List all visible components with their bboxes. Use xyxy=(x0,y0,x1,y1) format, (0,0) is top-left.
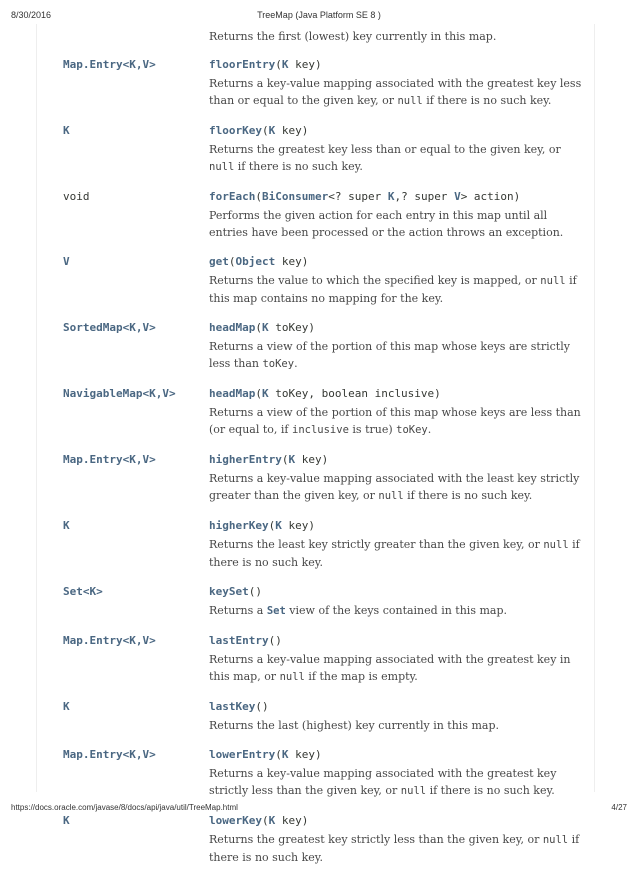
method-row xyxy=(63,319,583,385)
signature-text: toKey, boolean inclusive) xyxy=(268,387,441,400)
type-link[interactable]: BiConsumer xyxy=(261,190,329,203)
signature-text: key) xyxy=(281,519,315,532)
method-name-link[interactable]: lastKey xyxy=(209,700,256,713)
method-signature xyxy=(209,253,583,270)
method-description xyxy=(209,141,583,176)
description-text: if there is no such key. xyxy=(422,94,552,107)
method-description xyxy=(209,75,583,110)
method-cell xyxy=(209,746,583,800)
signature-text: () xyxy=(255,700,269,713)
description-text: Returns a view of the portion of this map whose keys are less than (or equal to, if xyxy=(209,406,581,436)
method-cell xyxy=(209,319,583,373)
method-name-link[interactable]: higherKey xyxy=(209,519,269,532)
method-signature xyxy=(209,188,583,205)
description-text: Returns a key-value mapping associated with the greatest key less than or equal to the given key, or xyxy=(209,77,582,107)
inline-code: null xyxy=(209,161,235,173)
return-type[interactable]: NavigableMap<K,V> xyxy=(63,387,176,400)
method-description xyxy=(209,404,583,439)
page-number: 4/27 xyxy=(611,803,627,812)
method-signature xyxy=(209,56,583,73)
return-type[interactable]: Map.Entry<K,V> xyxy=(63,748,156,761)
description-text: Performs the given action for each entry in this map until all entries have been processed or the action throws an exception. xyxy=(209,209,564,239)
inline-code: toKey xyxy=(396,424,428,436)
method-cell xyxy=(209,698,583,734)
inline-code: null xyxy=(543,539,569,551)
description-text: Returns the first (lowest) key currently in this map. xyxy=(209,30,497,43)
method-summary-table xyxy=(63,28,583,878)
description-text: Returns the value to which the specified key is mapped, or xyxy=(209,274,541,287)
method-cell xyxy=(209,56,583,110)
signature-text: ( xyxy=(261,124,269,137)
return-type: void xyxy=(63,190,90,203)
type-link[interactable]: K xyxy=(261,387,269,400)
description-text: Returns the greatest key less than or equal to the given key, or xyxy=(209,143,561,156)
description-text: if the map is empty. xyxy=(304,670,418,683)
page-frame-left xyxy=(36,24,37,792)
return-type[interactable]: K xyxy=(63,700,70,713)
inline-code: null xyxy=(400,785,427,797)
signature-text: ( xyxy=(255,387,262,400)
method-row xyxy=(63,698,583,746)
method-signature xyxy=(209,812,583,829)
method-cell xyxy=(209,28,583,45)
method-row xyxy=(63,583,583,632)
description-text: Returns the least key strictly greater than the given key, or xyxy=(209,538,544,551)
method-name-link[interactable]: floorEntry xyxy=(209,58,276,71)
method-cell xyxy=(209,188,583,241)
description-text: is true) xyxy=(348,423,397,436)
signature-text: ( xyxy=(228,255,236,268)
type-link[interactable]: K xyxy=(268,814,276,827)
description-text: if there is no such key. xyxy=(209,833,580,864)
method-cell xyxy=(209,253,583,307)
method-name-link[interactable]: floorKey xyxy=(209,124,262,137)
page-frame-right xyxy=(594,24,595,792)
footer-url: https://docs.oracle.com/javase/8/docs/api/java/util/TreeMap.html xyxy=(11,803,238,812)
method-description xyxy=(209,470,583,505)
method-row xyxy=(63,28,583,56)
signature-text: ( xyxy=(275,58,282,71)
description-text: if there is no such key. xyxy=(234,160,363,173)
type-link[interactable]: K xyxy=(387,190,395,203)
description-text: if there is no such key. xyxy=(209,538,580,569)
method-name-link[interactable]: lastEntry xyxy=(209,634,269,647)
inline-code: inclusive xyxy=(292,424,349,436)
method-name-link[interactable]: get xyxy=(209,255,229,268)
signature-text: ( xyxy=(281,453,289,466)
description-text: if there is no such key. xyxy=(403,489,533,502)
signature-text: key) xyxy=(288,748,322,761)
method-cell xyxy=(209,385,583,439)
return-type[interactable]: K xyxy=(63,124,70,137)
method-signature xyxy=(209,517,583,534)
method-description xyxy=(209,536,583,571)
signature-text: ( xyxy=(275,748,282,761)
signature-text: <? super xyxy=(328,190,388,203)
signature-text: key) xyxy=(275,255,309,268)
description-text: Returns the last (highest) key currently in this map. xyxy=(209,719,499,732)
method-description xyxy=(209,831,583,866)
inline-code: null xyxy=(378,490,404,502)
method-cell xyxy=(209,632,583,686)
inline-code: null xyxy=(540,275,566,287)
method-name-link[interactable]: headMap xyxy=(209,321,256,334)
method-description xyxy=(209,602,583,620)
method-row xyxy=(63,517,583,583)
signature-text: key) xyxy=(275,814,309,827)
method-name-link[interactable]: lowerEntry xyxy=(209,748,276,761)
type-link[interactable]: K xyxy=(275,519,282,532)
return-type[interactable]: Map.Entry<K,V> xyxy=(63,58,156,71)
method-signature xyxy=(209,385,583,402)
method-signature xyxy=(209,583,583,600)
signature-text: ,? super xyxy=(394,190,455,203)
description-text: view of the keys contained in this map. xyxy=(285,604,507,617)
method-signature xyxy=(209,698,583,715)
page-title: TreeMap (Java Platform SE 8 ) xyxy=(257,10,381,20)
description-text: Returns a xyxy=(209,604,267,617)
type-link[interactable]: K xyxy=(281,748,289,761)
method-cell xyxy=(209,583,583,620)
signature-text: () xyxy=(268,634,282,647)
description-text: if this map contains no mapping for the key. xyxy=(209,274,577,305)
signature-text: ( xyxy=(268,519,276,532)
method-description xyxy=(209,28,583,45)
description-text: Returns a key-value mapping associated with the greatest key strictly less than the given key, or xyxy=(209,767,557,797)
method-row xyxy=(63,451,583,517)
method-cell xyxy=(209,122,583,176)
description-text: Returns a key-value mapping associated with the least key strictly greater than the given key, or xyxy=(209,472,580,502)
return-type[interactable]: Map.Entry<K,V> xyxy=(63,634,156,647)
type-link[interactable]: Object xyxy=(235,255,276,268)
type-link[interactable]: K xyxy=(261,321,269,334)
method-signature xyxy=(209,319,583,336)
description-text: if there is no such key. xyxy=(426,784,555,797)
method-name-link[interactable]: lowerKey xyxy=(209,814,262,827)
method-description xyxy=(209,338,583,373)
inline-code: null xyxy=(397,95,423,107)
signature-text: ( xyxy=(255,321,262,334)
description-text: . xyxy=(427,423,432,436)
signature-text: ( xyxy=(261,814,269,827)
inline-code: null xyxy=(279,671,305,683)
signature-text: () xyxy=(248,585,262,598)
method-cell xyxy=(209,517,583,571)
return-type[interactable]: Map.Entry<K,V> xyxy=(63,453,156,466)
signature-text: key) xyxy=(275,124,309,137)
type-link[interactable]: K xyxy=(288,453,296,466)
method-name-link[interactable]: forEach xyxy=(209,190,256,203)
method-description xyxy=(209,765,583,800)
method-description xyxy=(209,651,583,686)
signature-text: toKey) xyxy=(268,321,315,334)
inline-code: null xyxy=(542,834,569,846)
type-link[interactable]: K xyxy=(268,124,276,137)
return-type[interactable]: Set<K> xyxy=(63,585,103,598)
method-signature xyxy=(209,451,583,468)
return-type[interactable]: K xyxy=(63,814,70,827)
type-link[interactable]: K xyxy=(281,58,289,71)
description-text: . xyxy=(294,357,298,370)
method-row xyxy=(63,253,583,319)
signature-text: > action) xyxy=(460,190,521,203)
method-row xyxy=(63,812,583,878)
method-name-link[interactable]: keySet xyxy=(209,585,249,598)
method-description xyxy=(209,717,583,734)
method-description xyxy=(209,207,583,241)
method-row xyxy=(63,56,583,122)
method-signature xyxy=(209,746,583,763)
method-name-link[interactable]: higherEntry xyxy=(209,453,282,466)
inline-code: toKey xyxy=(262,358,295,370)
return-type[interactable]: K xyxy=(63,519,70,532)
return-type[interactable]: V xyxy=(63,255,70,268)
method-signature xyxy=(209,632,583,649)
signature-text: key) xyxy=(288,58,322,71)
signature-text: key) xyxy=(295,453,329,466)
method-row xyxy=(63,632,583,698)
inline-code-link[interactable]: Set xyxy=(266,605,286,617)
return-type[interactable]: SortedMap<K,V> xyxy=(63,321,156,334)
description-text: Returns a key-value mapping associated with the greatest key in this map, or xyxy=(209,653,571,683)
method-cell xyxy=(209,451,583,505)
print-date: 8/30/2016 xyxy=(11,10,52,20)
method-cell xyxy=(209,812,583,866)
description-text: Returns a view of the portion of this map whose keys are strictly less than xyxy=(209,340,570,370)
method-row xyxy=(63,122,583,188)
method-row xyxy=(63,188,583,253)
method-row xyxy=(63,385,583,451)
method-name-link[interactable]: headMap xyxy=(209,387,256,400)
method-signature xyxy=(209,122,583,139)
signature-text: ( xyxy=(255,190,262,203)
description-text: Returns the greatest key strictly less than the given key, or xyxy=(209,833,543,846)
type-link[interactable]: V xyxy=(454,190,461,203)
method-description xyxy=(209,272,583,307)
